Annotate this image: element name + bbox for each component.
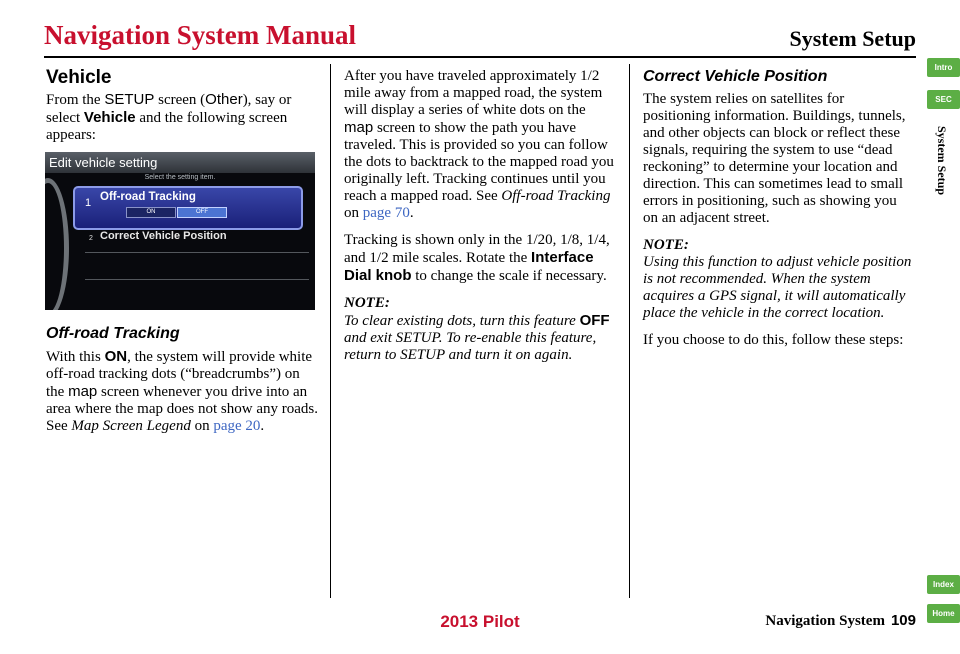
column-divider bbox=[629, 64, 630, 598]
map-keyword: map bbox=[68, 383, 98, 400]
section-title: System Setup bbox=[789, 26, 916, 51]
off-road-tracking-label: Off-road Tracking bbox=[100, 191, 196, 203]
header-divider bbox=[44, 56, 916, 58]
setup-keyword: SETUP bbox=[104, 91, 155, 108]
off-keyword: OFF bbox=[579, 312, 610, 329]
page-20-link[interactable]: page 20 bbox=[213, 418, 261, 434]
manual-title: Navigation System Manual bbox=[44, 20, 357, 50]
vehicle-heading: Vehicle bbox=[46, 67, 112, 88]
list-separator bbox=[85, 252, 309, 253]
home-tab-button[interactable]: Home bbox=[927, 604, 960, 623]
column-2 bbox=[344, 68, 616, 364]
note-text: Using this function to adjust vehicle position is not recommended. When the system acquires a GPS signal, it will automatically place the vehicle in the correct location. bbox=[643, 254, 912, 321]
vehicle-keyword: Vehicle bbox=[83, 109, 136, 126]
watermark-text: 2013 Pilot bbox=[440, 612, 520, 631]
tracking-paragraph: After you have traveled approximately 1/2 mile away from a mapped road, the system will display a series of white dots on the map screen to show the path you have traveled. This is provided so you can follow the dots to backtrack to the mapped road you originally left. Tracking continues until you reach a mapped road. See Off-road Tracking on page 70. bbox=[344, 68, 614, 221]
column-1 bbox=[46, 67, 318, 144]
vehicle-intro: From the SETUP screen (Other), say or select Vehicle and the following screen appears: bbox=[46, 91, 292, 143]
column-1-lower bbox=[46, 324, 318, 435]
off-road-tracking-paragraph: With this ON, the system will provide white off-road tracking dots (“breadcrumbs”) on the map screen whenever you drive into an area where the map does not show any roads. See Map Screen Legend on page 20. bbox=[46, 348, 318, 434]
dial-bezel-graphic bbox=[45, 178, 69, 310]
item-2-number: 2 bbox=[89, 235, 93, 242]
sec-tab-button[interactable]: SEC bbox=[927, 90, 960, 109]
correct-vehicle-position-heading: Correct Vehicle Position bbox=[643, 68, 828, 85]
off-option: OFF bbox=[177, 207, 227, 218]
side-section-label bbox=[919, 110, 960, 210]
page-70-link[interactable]: page 70 bbox=[362, 205, 410, 221]
off-road-tracking-heading: Off-road Tracking bbox=[46, 325, 180, 342]
list-separator bbox=[85, 279, 309, 280]
correct-vehicle-position-label: Correct Vehicle Position bbox=[100, 230, 227, 242]
map-screen-legend-ref: Map Screen Legend bbox=[71, 418, 191, 434]
off-road-tracking-ref: Off-road Tracking bbox=[501, 188, 611, 204]
note-label: NOTE: bbox=[344, 295, 390, 311]
scale-paragraph: Tracking is shown only in the 1/20, 1/8, 1/4, and 1/2 mile scales. Rotate the Interface Dial knob to change the scale if necessary. bbox=[344, 232, 610, 284]
screenshot-title: Edit vehicle setting bbox=[45, 152, 315, 173]
map-keyword: map bbox=[344, 119, 374, 136]
on-keyword: ON bbox=[104, 348, 128, 365]
intro-tab-button[interactable]: Intro bbox=[927, 58, 960, 77]
column-divider bbox=[330, 64, 331, 598]
edit-vehicle-setting-screenshot bbox=[45, 152, 315, 310]
column-3 bbox=[643, 67, 915, 349]
page-number: 109 bbox=[890, 612, 916, 629]
positioning-paragraph: The system relies on satellites for positioning information. Buildings, tunnels, and other objects can block or reflect these signals, requiring the system to use “dead reckoning” to determine your location and direction. This can sometimes lead to small errors in positioning, such as showing you on an adjacent street. bbox=[643, 91, 906, 226]
screenshot-hint: Select the setting item. bbox=[144, 174, 216, 181]
item-1-number: 1 bbox=[85, 197, 92, 209]
footer-page-label bbox=[765, 612, 916, 630]
footer-label: Navigation System bbox=[765, 613, 885, 629]
note-text: To clear existing dots, turn this feature OFF and exit SETUP. To re-enable this feature, return to SETUP and turn it on again. bbox=[344, 312, 610, 363]
on-option: ON bbox=[126, 207, 176, 218]
other-keyword: Other bbox=[205, 91, 243, 108]
steps-intro: If you choose to do this, follow these steps: bbox=[643, 332, 904, 348]
interface-dial-keyword: Interface Dial knob bbox=[344, 249, 594, 284]
index-tab-button[interactable]: Index bbox=[927, 575, 960, 594]
note-label: NOTE: bbox=[643, 237, 689, 253]
side-section-label-text: System Setup bbox=[934, 125, 949, 195]
